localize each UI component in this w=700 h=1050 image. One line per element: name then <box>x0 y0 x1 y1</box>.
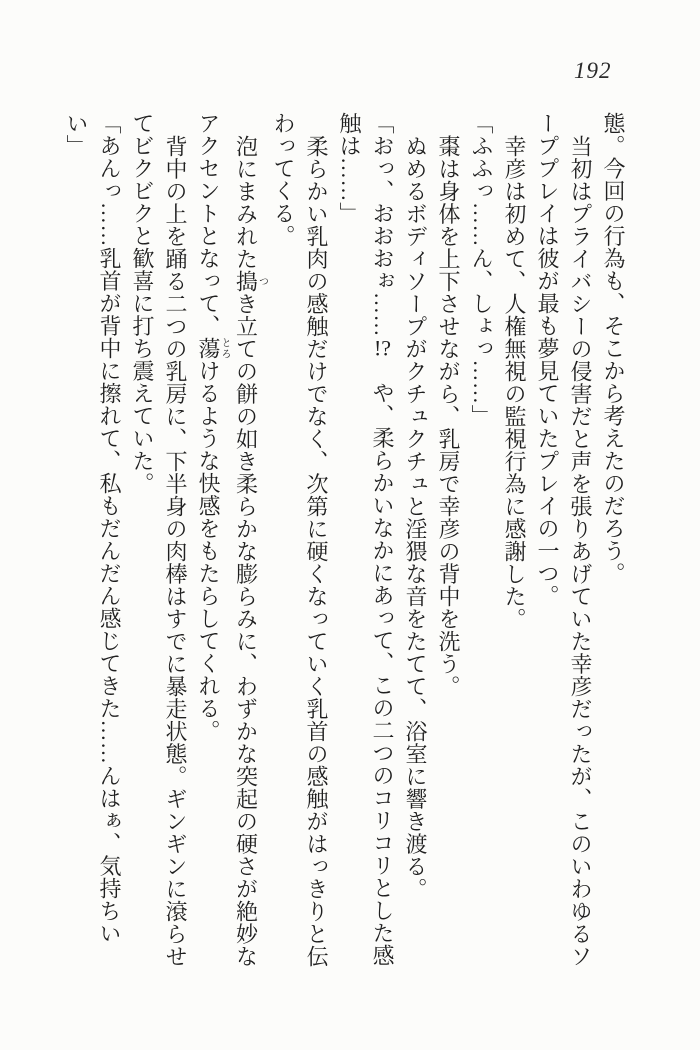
text-column: ぬめるボディソープがクチュクチュと淫猥な音をたてて、浴室に響き渡る。 <box>403 135 428 900</box>
text-column: 背中の上を踊る二つの乳房に、下半身の肉棒はすでに暴走状態。ギンギンに滾らせ <box>163 135 188 968</box>
text-column: 「おっ、おおおぉ……!? や、柔らかいなかにあって、この二つのコリコリとした感 <box>370 112 395 967</box>
text-column: 幸彦は初めて、人権無視の監視行為に感謝した。 <box>502 135 527 630</box>
text-column: 泡にまみれた搗つき立ての餅の如き柔らかな膨らみに、わずかな突起の硬さが絶妙な <box>233 135 268 968</box>
text-column: い」 <box>64 112 89 157</box>
tatechuyoko-exclamation: !? <box>373 337 392 359</box>
page-number: 192 <box>574 58 612 83</box>
text-column: 態。今回の行為も、そこから考えたのだろう。 <box>601 112 626 585</box>
text-column: てビクビクと歓喜に打ち震えていた。 <box>130 112 155 495</box>
text-column: 当初はプライバシーの侵害だと声を張りあげていた幸彦だったが、このいわゆるソ <box>568 135 593 968</box>
text-column: 柔らかい乳肉の感触だけでなく、次第に硬くなっていく乳首の感触がはっきりと伝 <box>304 135 329 968</box>
text-column: アクセントとなって、蕩とろけるような快感をもたらしてくれる。 <box>196 112 230 742</box>
text-column: わってくる。 <box>271 112 296 247</box>
text-column: 「ふふっ……ん、しょっ……」 <box>469 112 494 427</box>
text-column: 棗は身体を上下させながら、乳房で幸彦の背中を洗う。 <box>436 135 461 698</box>
text-column: ーププレイは彼が最も夢見ていたプレイの一つ。 <box>535 112 560 607</box>
text-column: 触は……」 <box>337 112 362 225</box>
ruby-annotated-kanji: 蕩とろ <box>196 337 230 360</box>
text-column: 「あんっ……乳首が背中に擦れて、私もだんだん感じてきた……んはぁ、気持ちい <box>97 112 122 945</box>
ruby-annotated-kanji: 搗つ <box>233 270 268 293</box>
text-block <box>60 112 630 968</box>
